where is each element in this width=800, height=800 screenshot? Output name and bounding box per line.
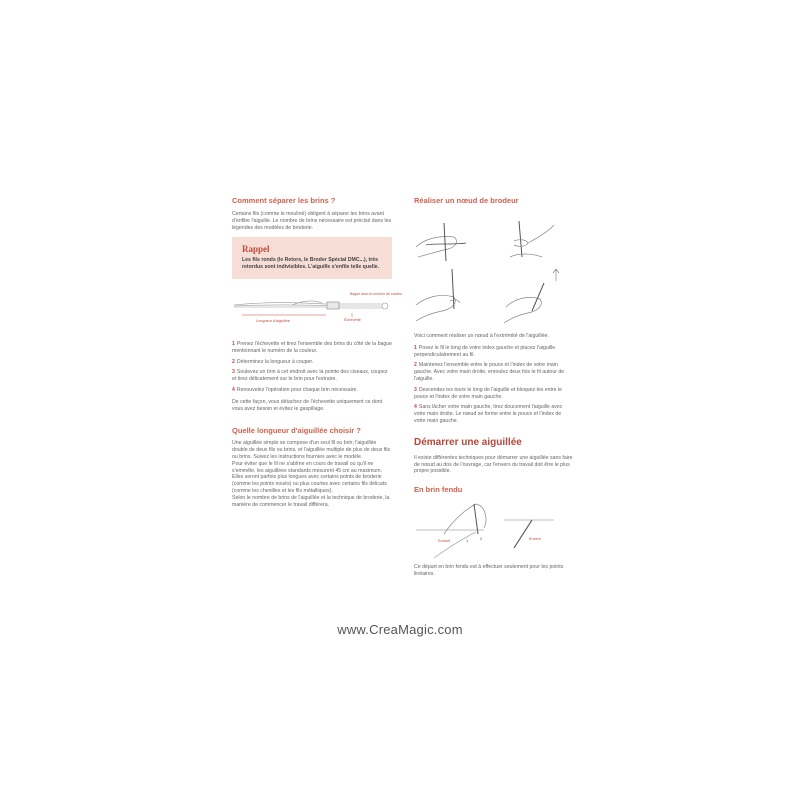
label-envers: Envers xyxy=(529,537,541,542)
longueur-text-3: Selon le nombre de brins de l'aiguillée et la technique de broderie, la manière de commencer le travail différera. xyxy=(232,494,390,508)
watermark xyxy=(0,622,800,637)
separer-note: De cette façon, vous détachez de l'échevette uniquement ce dont vous avez besoin et évitez le gaspillage. xyxy=(232,398,383,412)
left-column xyxy=(232,196,403,508)
rappel-box xyxy=(232,237,392,279)
list-item: 3 Descendez les tours le long de l'aiguille et bloquez-les entre le pouce et l'index de votre main gauche. xyxy=(414,386,563,400)
section-intro-separer: Certains fils (comme le mouliné) obligent à séparer les brins avant d'enfiler l'aiguille. Le nombre de brins nécessaire est précisé dans les légendes des modèles de broderie. xyxy=(232,211,392,231)
section-title-noeud: Réaliser un nœud de brodeur xyxy=(414,196,519,205)
longueur-text-2: Pour éviter que le fil ne s'abîme en cours de travail ou qu'il ne s'emmêle, les aiguillées standards mesurent 45 cm au maximum. Elles seront parfois plus longues avec certains points de broderie (comme les points noués) ou plus courtes avec certains fils délicats (comme les chenilles et les fils métalliques). xyxy=(232,460,387,494)
knot-step-3-drawing xyxy=(416,269,460,321)
label-endroit: Endroit xyxy=(438,539,451,544)
label-num-2: 2 xyxy=(480,536,483,542)
skein-illustration xyxy=(232,289,403,329)
skein-label-longueur: Longueur d'aiguillée xyxy=(256,318,290,323)
list-item: 1 Posez le fil le long de votre index gauche et placez l'aiguille perpendiculairement au fil. xyxy=(414,344,556,358)
list-item: 1 Prenez l'échevette et tirez l'ensemble des brins du côté de la bague mentionnant le numéro de la couleur. xyxy=(232,340,392,354)
list-item: 4 Sans lâcher votre main gauche, tirez doucement l'aiguille avec votre main droite. Le nœud se forme entre le pouce et l'index de votre main gauche. xyxy=(414,404,563,424)
brin-fendu-illustration xyxy=(414,498,574,558)
noeud-steps-list xyxy=(414,345,574,425)
separer-steps-list xyxy=(232,341,392,394)
knot-illustration xyxy=(414,217,574,327)
rappel-title: Rappel xyxy=(242,244,270,255)
knot-step-2-drawing xyxy=(510,221,554,257)
noeud-intro: Voici comment réaliser un nœud à l'extrémité de l'aiguillée. xyxy=(414,333,549,339)
section-title-longueur: Quelle longueur d'aiguillée choisir ? xyxy=(232,426,361,436)
brin-fendu-caption: Ce départ en brin fendu est à effectuer seulement pour les points linéaires. xyxy=(414,564,564,577)
longueur-text-1: Une aiguillée simple se compose d'un seul fil ou brin; l'aiguillée double de deux fils ou brins, et l'aiguillée multiple de plus de deux fils ou brins. Suivez les instructions fournies avec le modèle. xyxy=(232,440,391,460)
section-title-separer: Comment séparer les brins ? xyxy=(232,196,336,205)
list-item: 3 Soulevez un brin à cet endroit avec la pointe des ciseaux, coupez et tirez délicatement sur le brin pour l'extraire. xyxy=(232,369,388,383)
knot-step-1-drawing xyxy=(416,223,466,261)
watermark-text: www.CreaMagic.com xyxy=(337,622,463,637)
section-title-demarrer: Démarrer une aiguillée xyxy=(414,436,522,448)
skein-drawing xyxy=(234,301,388,317)
demarrer-text: Il existe différentes techniques pour démarrer une aiguillée sans faire de nœud au dos de l'ouvrage, car l'envers du travail doit être le plus propre possible. xyxy=(414,454,573,475)
list-item: 4 Renouvelez l'opération pour chaque brin nécessaire. xyxy=(232,386,358,393)
rappel-text: Les fils ronds (le Retors, le Broder Spécial DMC...), très retordus sont indivisibles. L'aiguille s'enfile telle quelle. xyxy=(242,257,380,271)
list-item: 2 Déterminez la longueur à couper. xyxy=(232,358,314,365)
brin-fendu-drawing xyxy=(416,504,554,558)
skein-label-echevette: Échevette xyxy=(344,317,361,322)
list-item: 2 Maintenez l'ensemble entre le pouce et l'index de votre main gauche. Avec votre main droite, enroulez deux fois le fil autour de l'aiguille. xyxy=(414,362,565,382)
label-num-1: 1 xyxy=(466,538,469,544)
section-title-brin-fendu: En brin fendu xyxy=(414,485,463,495)
knot-step-4-drawing xyxy=(504,269,559,323)
skein-label-bague: Bague avec le numéro de couleur xyxy=(350,291,403,296)
right-column xyxy=(414,196,574,578)
